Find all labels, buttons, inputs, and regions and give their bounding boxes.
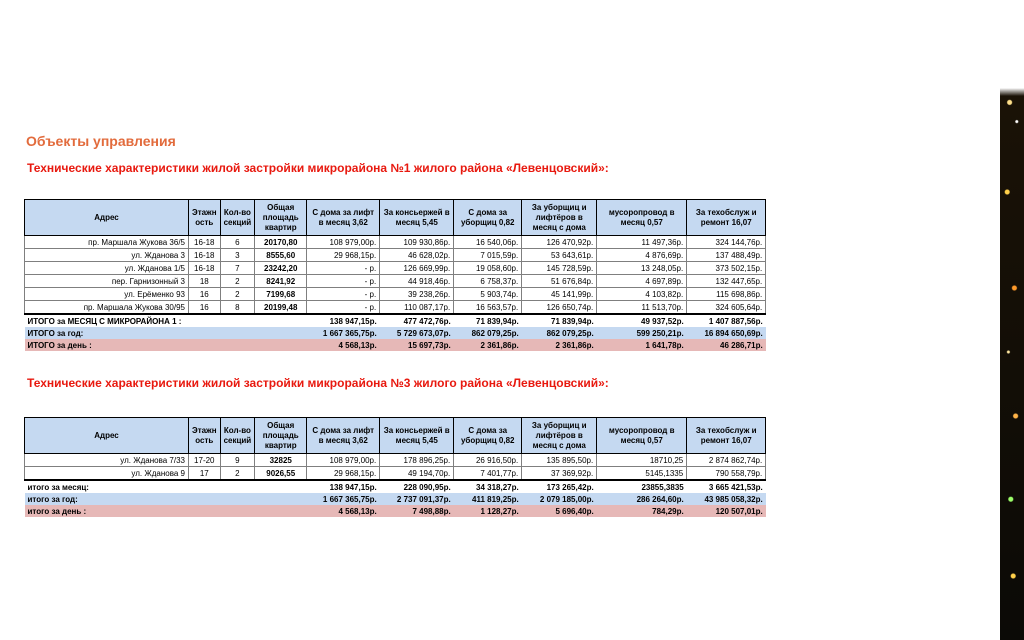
cell[interactable]: 178 896,25р. <box>380 454 454 467</box>
col-header-address: Адрес <box>25 418 189 454</box>
total-value[interactable]: 599 250,21р. <box>597 327 687 339</box>
total-value[interactable]: 1 667 365,75р. <box>307 327 380 339</box>
cell[interactable]: 45 141,99р. <box>522 288 597 301</box>
cell[interactable]: 109 930,86р. <box>380 236 454 249</box>
header-row <box>25 418 766 454</box>
total-value[interactable]: 1 641,78р. <box>597 339 687 351</box>
table-row[interactable] <box>25 301 766 315</box>
cell[interactable]: 3 <box>220 249 255 262</box>
cell[interactable]: 16 <box>189 288 221 301</box>
cell[interactable]: 19 058,60р. <box>454 262 522 275</box>
cell[interactable]: 39 238,26р. <box>380 288 454 301</box>
total-label[interactable]: ИТОГО за МЕСЯЦ С МИКРОРАЙОНА 1 : <box>25 314 307 327</box>
total-value[interactable]: 228 090,95р. <box>380 480 454 493</box>
cell[interactable]: 29 968,15р. <box>307 249 380 262</box>
col-header-sections: Кол-во секций <box>220 200 255 236</box>
cell[interactable]: 16-18 <box>189 249 221 262</box>
total-value[interactable]: 138 947,15р. <box>307 314 380 327</box>
cell[interactable]: - р. <box>307 275 380 288</box>
cell[interactable]: 6 758,37р. <box>454 275 522 288</box>
total-value[interactable]: 71 839,94р. <box>522 314 597 327</box>
cell[interactable]: 20199,48 <box>255 301 307 315</box>
col-header-garbage-chute: мусоропровод в месяц 0,57 <box>597 200 687 236</box>
total-value[interactable]: 43 985 058,32р. <box>687 493 766 505</box>
col-header-area: Общая площадь квартир <box>255 418 307 454</box>
cell[interactable]: ул. Ерёменко 93 <box>25 288 189 301</box>
cell[interactable]: 108 979,00р. <box>307 454 380 467</box>
cell[interactable]: 7 015,59р. <box>454 249 522 262</box>
cell[interactable]: 37 369,92р. <box>522 467 597 481</box>
cell[interactable]: 4 697,89р. <box>597 275 687 288</box>
col-header-cleaners: С дома за уборщиц 0,82 <box>454 200 522 236</box>
cell[interactable]: 49 194,70р. <box>380 467 454 481</box>
total-row-month[interactable] <box>25 314 766 327</box>
col-header-lift: С дома за лифт в месяц 3,62 <box>307 200 380 236</box>
total-value[interactable]: 477 472,76р. <box>380 314 454 327</box>
header-row <box>25 200 766 236</box>
total-value[interactable]: 15 697,73р. <box>380 339 454 351</box>
cell[interactable]: 2 <box>220 288 255 301</box>
cell[interactable]: 9 <box>220 454 255 467</box>
total-value[interactable]: 1 407 887,56р. <box>687 314 766 327</box>
cell[interactable]: 4 876,69р. <box>597 249 687 262</box>
cell[interactable]: 8555,60 <box>255 249 307 262</box>
total-value[interactable]: 23855,3835 <box>597 480 687 493</box>
table-row[interactable] <box>25 454 766 467</box>
cell[interactable]: ул. Жданова 7/33 <box>25 454 189 467</box>
total-value[interactable]: 1 128,27р. <box>454 505 522 517</box>
cell[interactable]: 790 558,79р. <box>687 467 766 481</box>
col-header-address: Адрес <box>25 200 189 236</box>
total-value[interactable]: 862 079,25р. <box>522 327 597 339</box>
cell[interactable]: 8241,92 <box>255 275 307 288</box>
col-header-area: Общая площадь квартир <box>255 200 307 236</box>
col-header-cleaners-lift: За уборщиц и лифтёров в месяц с дома <box>522 200 597 236</box>
cell[interactable]: 9026,55 <box>255 467 307 481</box>
cell[interactable]: 2 <box>220 275 255 288</box>
cell[interactable]: 126 650,74р. <box>522 301 597 315</box>
cell[interactable]: 7 401,77р. <box>454 467 522 481</box>
spreadsheet-table-microdistrict-3 <box>24 417 766 517</box>
cell[interactable]: 2 874 862,74р. <box>687 454 766 467</box>
cell[interactable]: 46 628,02р. <box>380 249 454 262</box>
cell[interactable]: 18710,25 <box>597 454 687 467</box>
total-value[interactable]: 411 819,25р. <box>454 493 522 505</box>
total-value[interactable]: 71 839,94р. <box>454 314 522 327</box>
page-title: Объекты управления <box>26 133 176 149</box>
cell[interactable]: ул. Жданова 3 <box>25 249 189 262</box>
total-label[interactable]: ИТОГО за день : <box>25 339 307 351</box>
cell[interactable]: 17 <box>189 467 221 481</box>
cell[interactable]: 16 <box>189 301 221 315</box>
cell[interactable]: 20170,80 <box>255 236 307 249</box>
cell[interactable]: 16-18 <box>189 262 221 275</box>
total-row-day[interactable] <box>25 505 766 517</box>
cell[interactable]: 324 605,64р. <box>687 301 766 315</box>
cell[interactable]: 51 676,84р. <box>522 275 597 288</box>
total-label[interactable]: итого за месяц: <box>25 480 307 493</box>
cell[interactable]: 7 <box>220 262 255 275</box>
cell[interactable]: 324 144,76р. <box>687 236 766 249</box>
table-row[interactable] <box>25 249 766 262</box>
cell[interactable]: - р. <box>307 262 380 275</box>
cell[interactable]: 13 248,05р. <box>597 262 687 275</box>
col-header-garbage-chute: мусоропровод в месяц 0,57 <box>597 418 687 454</box>
total-value[interactable]: 2 361,86р. <box>454 339 522 351</box>
total-value[interactable]: 16 894 650,69р. <box>687 327 766 339</box>
total-value[interactable]: 3 665 421,53р. <box>687 480 766 493</box>
total-value[interactable]: 34 318,27р. <box>454 480 522 493</box>
col-header-cleaners: С дома за уборщиц 0,82 <box>454 418 522 454</box>
cell[interactable]: 53 643,61р. <box>522 249 597 262</box>
total-value[interactable]: 286 264,60р. <box>597 493 687 505</box>
cell[interactable]: 132 447,65р. <box>687 275 766 288</box>
cell[interactable]: 16 540,06р. <box>454 236 522 249</box>
col-header-floors: Этажн ость <box>189 200 221 236</box>
cell[interactable]: 5145,1335 <box>597 467 687 481</box>
cell[interactable]: 29 968,15р. <box>307 467 380 481</box>
cell[interactable]: 373 502,15р. <box>687 262 766 275</box>
total-value[interactable]: 784,29р. <box>597 505 687 517</box>
col-header-maintenance: За техобслуж и ремонт 16,07 <box>687 418 766 454</box>
cell[interactable]: пр. Маршала Жукова 30/95 <box>25 301 189 315</box>
cell[interactable]: 23242,20 <box>255 262 307 275</box>
col-header-maintenance: За техобслуж и ремонт 16,07 <box>687 200 766 236</box>
spreadsheet-table-microdistrict-1 <box>24 199 766 351</box>
cell[interactable]: 11 497,36р. <box>597 236 687 249</box>
total-value[interactable]: 2 361,86р. <box>522 339 597 351</box>
total-value[interactable]: 5 696,40р. <box>522 505 597 517</box>
cell[interactable]: 2 <box>220 467 255 481</box>
total-value[interactable]: 173 265,42р. <box>522 480 597 493</box>
total-value[interactable]: 2 079 185,00р. <box>522 493 597 505</box>
cell[interactable]: 16-18 <box>189 236 221 249</box>
total-label[interactable]: итого за день : <box>25 505 307 517</box>
col-header-concierge: За консьержей в месяц 5,45 <box>380 200 454 236</box>
cell[interactable]: 115 698,86р. <box>687 288 766 301</box>
cell[interactable]: 44 918,46р. <box>380 275 454 288</box>
cell[interactable]: 5 903,74р. <box>454 288 522 301</box>
cell[interactable]: 135 895,50р. <box>522 454 597 467</box>
total-value[interactable]: 862 079,25р. <box>454 327 522 339</box>
col-header-concierge: За консьержей в месяц 5,45 <box>380 418 454 454</box>
cell[interactable]: - р. <box>307 301 380 315</box>
cell[interactable]: - р. <box>307 288 380 301</box>
total-value[interactable]: 5 729 673,07р. <box>380 327 454 339</box>
cell[interactable]: 4 103,82р. <box>597 288 687 301</box>
cell[interactable]: 17-20 <box>189 454 221 467</box>
cell[interactable]: 126 470,92р. <box>522 236 597 249</box>
col-header-lift: С дома за лифт в месяц 3,62 <box>307 418 380 454</box>
cell[interactable]: 6 <box>220 236 255 249</box>
section-title-microdistrict-1: Технические характеристики жилой застройки микрорайона №1 жилого района «Левенцовский»: <box>27 161 609 175</box>
total-value[interactable]: 49 937,52р. <box>597 314 687 327</box>
background-photo-strip <box>1000 0 1024 640</box>
cell[interactable]: 18 <box>189 275 221 288</box>
cell[interactable]: 7199,68 <box>255 288 307 301</box>
cell[interactable]: 8 <box>220 301 255 315</box>
cell[interactable]: 145 728,59р. <box>522 262 597 275</box>
cell[interactable]: 108 979,00р. <box>307 236 380 249</box>
total-label[interactable]: итого за год: <box>25 493 307 505</box>
section-title-microdistrict-3: Технические характеристики жилой застройки микрорайона №3 жилого района «Левенцовский»: <box>27 376 609 390</box>
cell[interactable]: 16 563,57р. <box>454 301 522 315</box>
total-row-day[interactable] <box>25 339 766 351</box>
col-header-sections: Кол-во секций <box>220 418 255 454</box>
total-row-month[interactable] <box>25 480 766 493</box>
cell[interactable]: 32825 <box>255 454 307 467</box>
table-row[interactable] <box>25 288 766 301</box>
cell[interactable]: пер. Гарнизонный 3 <box>25 275 189 288</box>
cell[interactable]: 137 488,49р. <box>687 249 766 262</box>
total-value[interactable]: 120 507,01р. <box>687 505 766 517</box>
table-row[interactable] <box>25 467 766 481</box>
cell[interactable]: 110 087,17р. <box>380 301 454 315</box>
cell[interactable]: 11 513,70р. <box>597 301 687 315</box>
total-value[interactable]: 46 286,71р. <box>687 339 766 351</box>
table-row[interactable] <box>25 236 766 249</box>
col-header-cleaners-lift: За уборщиц и лифтёров в месяц с дома <box>522 418 597 454</box>
cell[interactable]: пр. Маршала Жукова 36/5 <box>25 236 189 249</box>
total-row-year[interactable] <box>25 493 766 505</box>
total-value[interactable]: 4 568,13р. <box>307 505 380 517</box>
total-value[interactable]: 2 737 091,37р. <box>380 493 454 505</box>
total-value[interactable]: 1 667 365,75р. <box>307 493 380 505</box>
total-value[interactable]: 138 947,15р. <box>307 480 380 493</box>
total-value[interactable]: 7 498,88р. <box>380 505 454 517</box>
total-value[interactable]: 4 568,13р. <box>307 339 380 351</box>
cell[interactable]: 126 669,99р. <box>380 262 454 275</box>
cell[interactable]: ул. Жданова 9 <box>25 467 189 481</box>
total-label[interactable]: ИТОГО за год: <box>25 327 307 339</box>
table-row[interactable] <box>25 275 766 288</box>
total-row-year[interactable] <box>25 327 766 339</box>
cell[interactable]: 26 916,50р. <box>454 454 522 467</box>
col-header-floors: Этажн ость <box>189 418 221 454</box>
cell[interactable]: ул. Жданова 1/5 <box>25 262 189 275</box>
table-row[interactable] <box>25 262 766 275</box>
